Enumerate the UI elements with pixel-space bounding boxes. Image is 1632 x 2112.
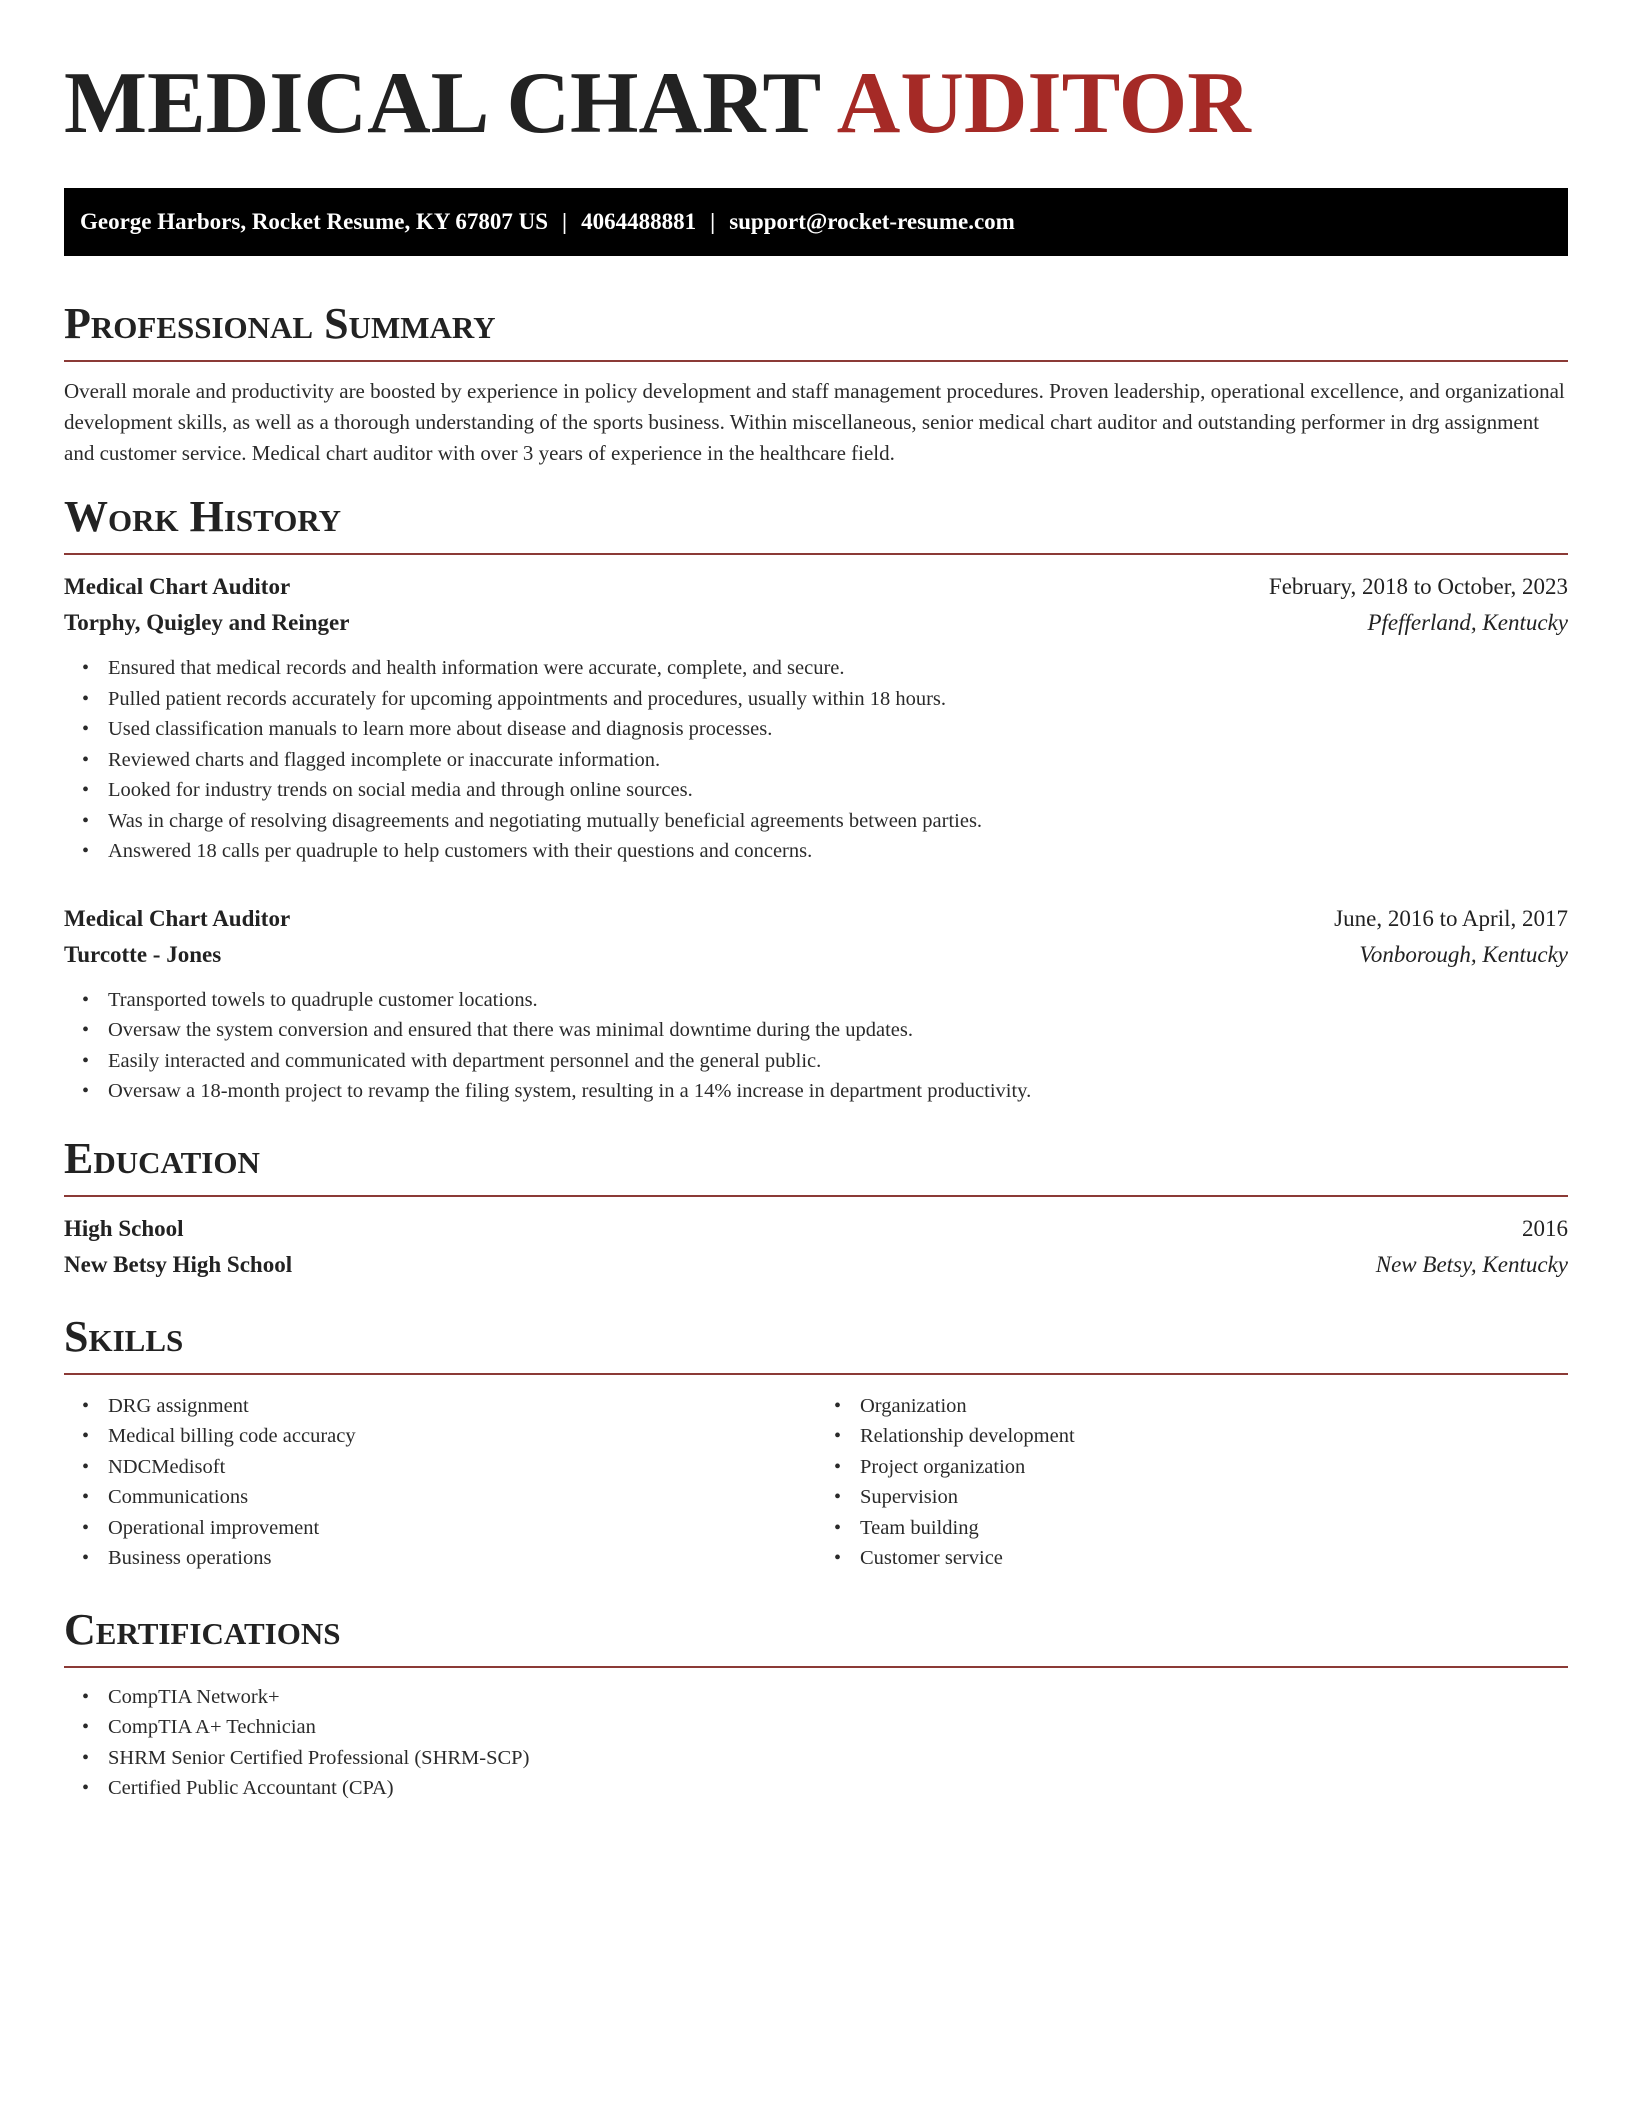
summary-text: Overall morale and productivity are boosted by experience in policy development and staff management procedures. Proven leadership, operational excellence, and organizational development skills, as well as a thorough understanding of the sports business. Within miscellaneous, senior medical chart auditor and outstanding performer in drg assignment and customer service. Medical chart auditor with over 3 years of experience in the healthcare field.	[64, 379, 1565, 465]
list-item: • Operational improvement	[108, 1513, 816, 1544]
list-item: • Business operations	[108, 1543, 816, 1574]
job-duties-list	[64, 653, 1568, 867]
certifications-list	[64, 1682, 1568, 1804]
job-title-row	[64, 901, 1568, 937]
section-heading-work-history: Work History	[64, 492, 342, 541]
list-item: • Oversaw a 18-month project to revamp the filing system, resulting in a 14% increase in department productivity.	[108, 1076, 1568, 1107]
list-item: • Reviewed charts and flagged incomplete or inaccurate information.	[108, 745, 1568, 776]
contact-bar	[64, 188, 1568, 256]
list-item: • Oversaw the system conversion and ensured that there was minimal downtime during the updates.	[108, 1015, 1568, 1046]
list-item: • SHRM Senior Certified Professional (SHRM-SCP)	[108, 1743, 1568, 1774]
list-item: • CompTIA A+ Technician	[108, 1712, 1568, 1743]
education-location: New Betsy, Kentucky	[1375, 1251, 1568, 1277]
list-item: • Looked for industry trends on social media and through online sources.	[108, 775, 1568, 806]
list-item: • Team building	[860, 1513, 1568, 1544]
list-item: • Supervision	[860, 1482, 1568, 1513]
list-item: • NDCMedisoft	[108, 1452, 816, 1483]
certifications-section	[64, 1604, 1568, 1804]
list-item: • Used classification manuals to learn more about disease and diagnosis processes.	[108, 714, 1568, 745]
contact-email: support@rocket-resume.com	[729, 209, 1015, 234]
list-item: • Project organization	[860, 1452, 1568, 1483]
title-accent: AUDITOR	[836, 55, 1251, 152]
list-item: • Certified Public Accountant (CPA)	[108, 1773, 1568, 1804]
job-company-row	[64, 937, 1568, 973]
section-heading-education: Education	[64, 1133, 260, 1183]
list-item: • Ensured that medical records and health information were accurate, complete, and secure.	[108, 653, 1568, 684]
section-divider	[64, 360, 1568, 362]
job-entry	[64, 569, 1568, 867]
job-dates: February, 2018 to October, 2023	[1268, 574, 1568, 599]
section-divider	[64, 553, 1568, 555]
work-history-section	[64, 491, 1568, 1107]
education-degree: High School	[64, 1215, 184, 1241]
list-item: • Easily interacted and communicated with department personnel and the general public.	[108, 1046, 1568, 1077]
education-year: 2016	[1522, 1215, 1568, 1241]
list-item: • Transported towels to quadruple customer locations.	[108, 985, 1568, 1016]
job-title: Medical Chart Auditor	[64, 905, 291, 931]
summary-section	[64, 298, 1568, 469]
job-duties-list	[64, 985, 1568, 1107]
education-school-row	[64, 1247, 1568, 1283]
contact-separator: |	[710, 209, 716, 234]
list-item: • Customer service	[860, 1543, 1568, 1574]
education-section	[64, 1133, 1568, 1283]
list-item: • Was in charge of resolving disagreements and negotiating mutually beneficial agreements between parties.	[108, 806, 1568, 837]
job-entry	[64, 901, 1568, 1107]
resume-title	[64, 56, 1568, 152]
section-heading-certifications: Certifications	[64, 1604, 341, 1654]
job-title-row	[64, 569, 1568, 605]
section-heading-skills: Skills	[64, 1311, 184, 1361]
list-item: • CompTIA Network+	[108, 1682, 1568, 1713]
skills-list-left	[64, 1391, 816, 1574]
skills-list-right	[816, 1391, 1568, 1574]
list-item: • Pulled patient records accurately for upcoming appointments and procedures, usually within 18 hours.	[108, 684, 1568, 715]
education-school: New Betsy High School	[64, 1251, 293, 1277]
contact-address: George Harbors, Rocket Resume, KY 67807 US	[80, 209, 549, 234]
job-company: Turcotte - Jones	[64, 941, 222, 967]
list-item: • Answered 18 calls per quadruple to help customers with their questions and concerns.	[108, 836, 1568, 867]
skills-columns	[64, 1389, 1568, 1574]
title-main: MEDICAL CHART	[64, 55, 820, 152]
list-item: • Organization	[860, 1391, 1568, 1422]
list-item: • Medical billing code accuracy	[108, 1421, 816, 1452]
list-item: • Relationship development	[860, 1421, 1568, 1452]
job-location: Pfefferland, Kentucky	[1367, 610, 1568, 635]
section-divider	[64, 1373, 1568, 1375]
job-company-row	[64, 605, 1568, 641]
list-item: • Communications	[108, 1482, 816, 1513]
skills-section	[64, 1311, 1568, 1574]
section-divider	[64, 1195, 1568, 1197]
job-dates: June, 2016 to April, 2017	[1334, 905, 1568, 931]
section-heading-summary: Professional Summary	[64, 299, 496, 348]
job-location: Vonborough, Kentucky	[1359, 941, 1568, 967]
contact-separator: |	[562, 209, 568, 234]
section-divider	[64, 1666, 1568, 1668]
education-degree-row	[64, 1211, 1568, 1247]
contact-phone: 4064488881	[581, 209, 697, 234]
job-company: Torphy, Quigley and Reinger	[64, 610, 350, 635]
job-title: Medical Chart Auditor	[64, 574, 291, 599]
list-item: • DRG assignment	[108, 1391, 816, 1422]
